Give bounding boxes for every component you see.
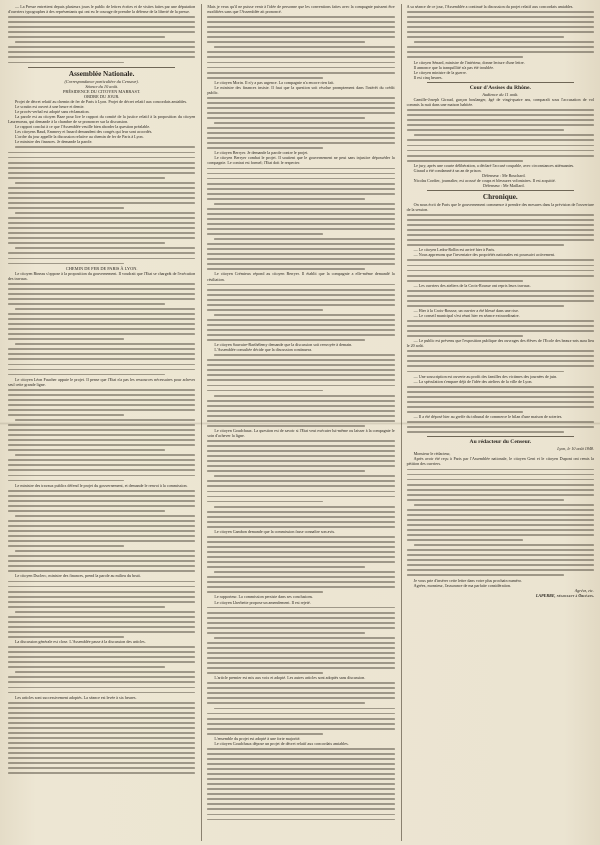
text-block xyxy=(207,746,394,822)
paragraph: Le citoyen Goudchaux dépose un projet de décret relatif aux concordats amiables. xyxy=(214,740,349,746)
paragraph: Le citoyen Lherbette propose un amendement. Il est rejeté. xyxy=(214,599,311,605)
column-middle xyxy=(201,4,394,841)
paragraph: Les articles sont successivement adoptés. La séance est levée à six heures. xyxy=(15,694,137,700)
session-date: Séance du 10 août. xyxy=(85,83,119,89)
text-block xyxy=(8,14,195,64)
paragraph: Le scrutin est ouvert à une heure et demie. xyxy=(15,104,85,110)
paragraph: Le ministre des finances. Je demande la parole. xyxy=(15,139,93,145)
paragraph: Le ministre des travaux publics défend le projet du gouvernement, et demande le renvoi à la commission. xyxy=(15,482,188,488)
paragraph: Le citoyen Crémieux répond au citoyen Berryer. Il établit que la compagnie a elle-même demandé la résiliation. xyxy=(207,271,395,282)
paragraph: Agréez, monsieur, l'assurance de ma parfaite considération. xyxy=(413,582,511,588)
paragraph: — La spéculation s'empare déjà de l'idée des ateliers de la ville de Lyon. xyxy=(413,378,533,384)
presidence-line: PRÉSIDENCE DU CITOYEN MARRAST. xyxy=(62,88,141,94)
paragraph: L'ordre du jour appelle la discussion relative au chemin de fer de Paris à Lyon. xyxy=(15,134,144,140)
letter-signature: LAPERRE, négociant à Orléans. xyxy=(535,592,594,598)
defense-note: Défenseur : Me Bouchard. xyxy=(482,172,526,178)
paragraph: — Le citoyen Ledru-Rollin est arrivé hier à Paris. xyxy=(413,247,496,253)
paragraph: Le rapporteur. La commission persiste dans ses conclusions. xyxy=(214,594,314,600)
divider xyxy=(28,67,175,68)
text-block xyxy=(207,14,394,80)
text-block xyxy=(8,644,195,694)
paragraph: Il est cinq heures. xyxy=(413,74,443,80)
cour-assises-date: Audience du 11 août. xyxy=(482,91,519,97)
paragraph: A sa séance de ce jour, l'Assemblée a continué la discussion du projet relatif aux concordats amiables. xyxy=(406,4,574,9)
paragraph: L'ensemble du projet est adopté à une forte majorité. xyxy=(214,735,301,741)
paragraph: — Les ouvriers des ateliers de la Croix-Rousse ont repris leurs travaux. xyxy=(413,282,531,288)
paragraph: Le citoyen Berryer combat le projet. Il soutient que le gouvernement ne peut sans injustice déposséder la compagnie. Le contrat est formel; l'Etat doit le respecter. xyxy=(207,155,395,166)
text-block xyxy=(207,438,394,529)
letter-heading: Au rédacteur du Censeur. xyxy=(469,439,532,446)
text-block xyxy=(407,384,594,414)
section-heading: CHEMIN DE FER DE PARIS À LYON. xyxy=(65,265,138,271)
paragraph: Le citoyen Morin. Il n'y a pas urgence. La compagnie n'a encore rien fait. xyxy=(214,79,335,85)
paragraph: Le citoyen Duclerc, ministre des finances, prend la parole au milieu du bruit. xyxy=(15,573,141,579)
divider xyxy=(427,436,574,437)
text-block xyxy=(207,534,394,595)
text-block xyxy=(407,288,594,308)
text-block xyxy=(207,352,394,428)
paragraph: Le procès-verbal est adopté sans réclamation. xyxy=(15,109,90,115)
paragraph: — Il a été déposé hier au greffe du tribunal de commerce le bilan d'une maison de soieries. xyxy=(413,413,563,419)
text-block xyxy=(8,700,195,776)
paragraph: Camille-Joseph Giraud, garçon boulanger, âgé de vingt-quatre ans, comparaît sous l'accusation de vol commis la nuit dans une maison habitée. xyxy=(406,97,594,108)
paragraph: Le citoyen Goudchaux. La question est de savoir si l'Etat veut exécuter lui-même ou laisser à la compagnie le soin d'achever la ligne. xyxy=(207,427,395,438)
text-block xyxy=(407,467,594,578)
letter-closing: Agréez, etc. xyxy=(574,587,594,593)
text-block xyxy=(407,318,594,338)
paragraph: Après avoir été reçu à Paris par l'Assemblée nationale, le citoyen Gent et le citoyen Dupont ont remis la pétition des ouvriers. xyxy=(406,456,594,467)
text-block xyxy=(8,488,195,574)
text-block xyxy=(8,144,195,265)
paragraph: L'article premier est mis aux voix et adopté. Les autres articles sont adoptés sans discussion. xyxy=(214,675,366,681)
text-block xyxy=(207,282,394,343)
divider xyxy=(427,190,574,191)
letter-salutation: Monsieur le rédacteur, xyxy=(413,451,451,457)
paragraph: Les citoyens Baud, Emmery et Isnard demandent des congés qui leur sont accordés. xyxy=(15,129,153,135)
cour-assises-heading: Cour d'Assises du Rhône. xyxy=(469,84,531,91)
paragraph: Le citoyen Berryer. Je demande la parole contre le projet. xyxy=(214,150,309,156)
paragraph: Le jury, après une courte délibération, a déclaré l'accusé coupable, avec circonstances atténuantes. xyxy=(413,162,575,168)
paragraph: Mais je veux qu'il ne puisse venir à l'idée de personne que les conventions faites avec la compagnie puissent être modifiées sans que l'Assemblée ait prononcé. xyxy=(207,4,395,15)
text-block xyxy=(8,281,195,377)
text-block xyxy=(8,579,195,640)
text-block xyxy=(407,107,594,163)
paragraph: — Le conseil municipal s'est réuni hier en séance extraordinaire. xyxy=(413,312,520,318)
text-block xyxy=(407,257,594,282)
column-right xyxy=(401,4,594,841)
text-block xyxy=(207,95,394,151)
defense-note: Défenseur : Me Maillard. xyxy=(483,182,525,188)
text-block xyxy=(207,605,394,676)
assembly-subheading: (Correspondance particulière du Censeur). xyxy=(64,78,139,84)
chronique-heading: Chronique. xyxy=(482,192,518,201)
paragraph: Le citoyen Sénard, ministre de l'intérieur, donne lecture d'une lettre. xyxy=(413,59,525,65)
paragraph: On nous écrit de Paris que le gouvernement commence à prendre des mesures dans la prévision de l'ouverture de la session. xyxy=(406,201,594,212)
column-left xyxy=(8,4,195,841)
paragraph: Je vous prie d'insérer cette lettre dans votre plus prochain numéro. xyxy=(413,577,523,583)
paragraph: — Hier à la Croix-Rousse, un ouvrier a été blessé dans une rixe. xyxy=(413,307,519,313)
paragraph: Le citoyen Bineau s'oppose à la proposition du gouvernement. Il voudrait que l'Etat se chargeât de l'exécution des travaux. xyxy=(8,270,196,281)
paragraph: Nicolas Cordier, journalier, est accusé de coups et blessures volontaires. Il est acquitté. xyxy=(413,177,556,183)
text-block xyxy=(407,212,594,247)
text-block xyxy=(407,9,594,59)
paragraph: Le citoyen Sauvaire-Barthélemy demande que la discussion soit renvoyée à demain. xyxy=(214,342,353,348)
text-block xyxy=(8,387,195,483)
paragraph: Le citoyen Gambon demande que la commission fasse connaître son avis. xyxy=(214,528,336,534)
ordre-du-jour-heading: ORDRE DU JOUR. xyxy=(83,94,120,100)
letter-date: Lyon, le 10 août 1848. xyxy=(557,446,594,452)
ordre-du-jour-text: Projet de décret relatif au chemin de fer de Paris à Lyon. Projet de décret relatif aux concordats amiables. xyxy=(15,99,188,105)
text-block xyxy=(207,166,394,272)
divider xyxy=(427,82,574,83)
paragraph: Le rapport conclut à ce que l'Assemblée veuille bien aborder la question préalable. xyxy=(15,124,151,130)
text-block xyxy=(207,680,394,736)
text-block xyxy=(407,348,594,373)
lead-paragraph: — La Presse entretient depuis plusieurs jours le public de lettres écrites et de visites faites par une députation d'ouvriers typographes à des représentants qui ont eu le courage de prendre la défense de la liberté de la presse. xyxy=(8,4,196,15)
text-block xyxy=(407,419,594,434)
paragraph: Giraud a été condamné à un an de prison. xyxy=(413,167,482,173)
paragraph: Il annonce que la tranquillité n'a pas été troublée. xyxy=(413,64,495,70)
paragraph: — Une souscription est ouverte au profit des familles des victimes des journées de juin. xyxy=(413,373,558,379)
paragraph: — Le public est prévenu que l'exposition publique des ouvrages des élèves de l'Ecole des beaux-arts aura lieu le 20 août. xyxy=(406,338,594,349)
paragraph: — Nous apprenons que l'inventaire des propriétés nationales est poursuivi activement. xyxy=(413,252,556,258)
paragraph: Le citoyen ministre de la guerre. xyxy=(413,69,467,75)
paragraph: Le citoyen Léon Faucher appuie le projet. Il pense que l'Etat n'a pas les ressources nécessaires pour achever seul cette grande ligne. xyxy=(8,376,196,387)
paragraph: L'Assemblée consultée décide que la discussion continuera. xyxy=(214,347,313,353)
paragraph: Le ministre des finances insiste. Il faut que la question soit résolue promptement dans l'intérêt du crédit public. xyxy=(207,84,395,95)
assembly-heading: Assemblée Nationale. xyxy=(68,69,135,78)
paragraph: La parole est au citoyen Baze pour lire le rapport du comité de la justice relatif à la proposition du citoyen Laurenceau, qui demande à la chambre de se prononcer sur la discussion. xyxy=(8,114,196,125)
paragraph: La discussion générale est close. L'Assemblée passe à la discussion des articles. xyxy=(15,639,146,645)
